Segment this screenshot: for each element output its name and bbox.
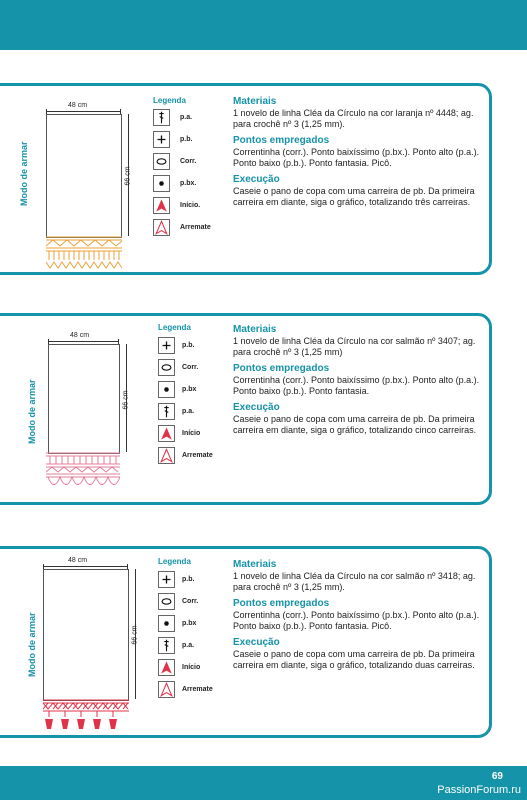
legend-label: Arremate (182, 686, 213, 693)
legend-label: Início (182, 664, 201, 671)
inicio-icon (153, 197, 170, 214)
crochet-edging-pink (46, 452, 120, 494)
towel-outline (46, 114, 122, 238)
pontos-heading: Pontos empregados (233, 598, 330, 609)
width-dimension-line (46, 111, 120, 112)
pontos-heading: Pontos empregados (233, 363, 330, 374)
pattern-text (233, 96, 481, 213)
legend-label: Corr. (180, 158, 197, 165)
bottom-banner (0, 766, 527, 800)
pattern-panel-2 (0, 313, 492, 505)
legend-title: Legenda (158, 557, 191, 566)
oval-icon (153, 153, 170, 170)
towel-outline (48, 344, 120, 454)
dot-icon (158, 381, 175, 398)
top-banner (0, 0, 527, 50)
execucao-heading: Execução (233, 637, 280, 648)
legend-label: p.bx (182, 386, 197, 393)
legend-label: p.b. (182, 576, 195, 583)
legend-label: p.bx. (180, 180, 197, 187)
execucao-text: Caseie o pano de copa com uma carreira de pb. Da primeira carreira em diante, siga o gráfico, totalizando cinco carreiras. (233, 414, 477, 435)
pa-icon (153, 109, 170, 126)
modo-de-armar-label: Modo de armar (19, 141, 29, 206)
pattern-panel-3 (0, 546, 492, 738)
legend-label: Início (182, 430, 201, 437)
pa-icon (158, 637, 175, 654)
legend-label: p.a. (182, 642, 195, 649)
page-number: 69 (491, 771, 503, 782)
arremate-icon (158, 681, 175, 698)
execucao-text: Caseie o pano de copa com uma carreira de pb. Da primeira carreira em diante, siga o gráfico, totalizando três carreiras. (233, 186, 475, 207)
materiais-heading: Materiais (233, 324, 277, 335)
plus-icon (158, 571, 175, 588)
pattern-text (233, 559, 481, 676)
legend-label: p.b. (182, 342, 195, 349)
watermark: PassionForum.ru (437, 784, 521, 796)
oval-icon (158, 593, 175, 610)
execucao-text: Caseie o pano de copa com uma carreira de pb. Da primeira carreira em diante, siga o gráfico, totalizando duas carreiras. (233, 649, 475, 670)
inicio-icon (158, 659, 175, 676)
legend-title: Legenda (158, 323, 191, 332)
execucao-heading: Execução (233, 402, 280, 413)
crochet-edging-orange (46, 236, 122, 269)
materiais-heading: Materiais (233, 96, 277, 107)
pattern-text (233, 324, 481, 441)
legend-label: Início. (180, 202, 201, 209)
width-label: 48 cm (70, 332, 90, 339)
materiais-text: 1 novelo de linha Cléa da Círculo na cor salmão nº 3418; ag. para crochê nº 3 (1,25 mm). (233, 571, 476, 592)
dot-icon (153, 175, 170, 192)
materiais-heading: Materiais (233, 559, 277, 570)
height-label: 66 cm (122, 390, 130, 410)
legend-label: p.a. (182, 408, 195, 415)
inicio-icon (158, 425, 175, 442)
pontos-heading: Pontos empregados (233, 135, 330, 146)
materiais-text: 1 novelo de linha Cléa da Círculo na cor laranja nº 4448; ag. para crochê nº 3 (1,25 mm). (233, 108, 474, 129)
legend-label: Corr. (182, 364, 199, 371)
pattern-panel-1 (0, 83, 492, 275)
plus-icon (158, 337, 175, 354)
arremate-icon (153, 219, 170, 236)
execucao-heading: Execução (233, 174, 280, 185)
plus-icon (153, 131, 170, 148)
arremate-icon (158, 447, 175, 464)
legend-label: Arremate (182, 452, 213, 459)
legend-title: Legenda (153, 96, 186, 105)
pa-icon (158, 403, 175, 420)
legend-label: p.bx (182, 620, 197, 627)
dot-icon (158, 615, 175, 632)
oval-icon (158, 359, 175, 376)
towel-outline (43, 569, 129, 701)
legend-label: p.a. (180, 114, 193, 121)
width-dimension-line (43, 566, 127, 567)
width-dimension-line (48, 341, 118, 342)
legend-label: Arremate (180, 224, 211, 231)
legend-label: p.b. (180, 136, 193, 143)
width-label: 48 cm (68, 102, 88, 109)
modo-de-armar-label: Modo de armar (27, 612, 37, 677)
pontos-text: Correntinha (corr.). Ponto baixíssimo (p.bx.). Ponto alto (p.a.). Ponto baixo (p.b.). Ponto fantasia. (233, 375, 480, 396)
legend-label: Corr. (182, 598, 199, 605)
width-label: 48 cm (68, 557, 88, 564)
height-label: 66 cm (131, 625, 139, 645)
height-label: 66 cm (124, 166, 132, 186)
pontos-text: Correntinha (corr.). Ponto baixíssimo (p.bx.). Ponto alto (p.a.). Ponto baixo (p.b.). Ponto fantasia. Picô. (233, 610, 480, 631)
pontos-text: Correntinha (corr.). Ponto baixíssimo (p.bx.). Ponto alto (p.a.). Ponto baixo (p.b.). Ponto fantasia. Picô. (233, 147, 480, 168)
modo-de-armar-label: Modo de armar (27, 379, 37, 444)
materiais-text: 1 novelo de linha Cléa da Círculo na cor salmão nº 3407; ag. para crochê nº 3 (1,25 mm) (233, 336, 476, 357)
crochet-edging-red (43, 699, 129, 731)
